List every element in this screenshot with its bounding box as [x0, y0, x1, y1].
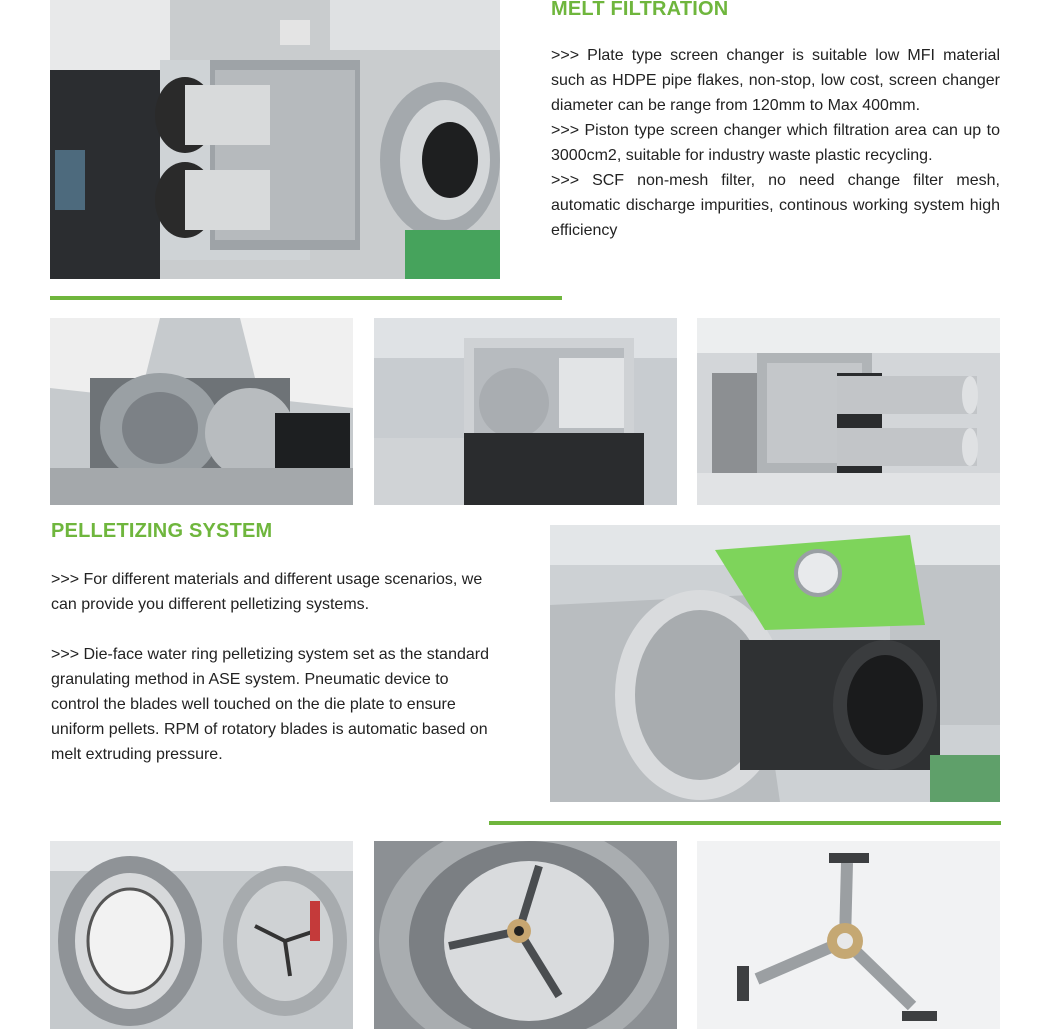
- pelletizer-blade-photo: [697, 841, 1000, 1029]
- section-divider-bottom: [489, 821, 1001, 825]
- water-ring-pelletizer-photo: [550, 525, 1000, 802]
- section-divider-top: [50, 296, 562, 300]
- pelletizing-paragraph-options: >>> For different materials and different usage scenarios, we can provide you different pelletizing systems.: [51, 571, 483, 613]
- pelletizing-paragraph-water-ring: >>> Die-face water ring pelletizing system set as the standard granulating method in ASE system. Pneumatic device to control the blades well touched on the die plate to ensure uniform pellets. RPM of rotatory blades is automatic based on melt extruding pressure.: [51, 646, 489, 763]
- melt-filtration-title: MELT FILTRATION: [551, 0, 729, 20]
- melt-filtration-paragraph-plate: >>> Plate type screen changer is suitable low MFI material such as HDPE pipe flakes, non-stop, low cost, screen changer diameter can be range from 120mm to Max 400mm.: [551, 47, 1000, 114]
- piston-screen-changer-photo: [50, 0, 500, 279]
- pelletizer-blade-inside-photo: [374, 841, 677, 1029]
- pelletizing-system-title: PELLETIZING SYSTEM: [51, 520, 273, 542]
- plate-screen-changer-photo: [697, 318, 1000, 505]
- melt-filtration-paragraph-piston: >>> Piston type screen changer which filtration area can up to 3000cm2, suitable for industry waste plastic recycling.: [551, 122, 1000, 164]
- scf-filter-photo-1: [50, 318, 353, 505]
- scf-filter-photo-2: [374, 318, 677, 505]
- melt-filtration-paragraph-scf: >>> SCF non-mesh filter, no need change filter mesh, automatic discharge impurities, continous working system high efficiency: [551, 172, 1000, 239]
- pelletizer-chamber-photo: [50, 841, 353, 1029]
